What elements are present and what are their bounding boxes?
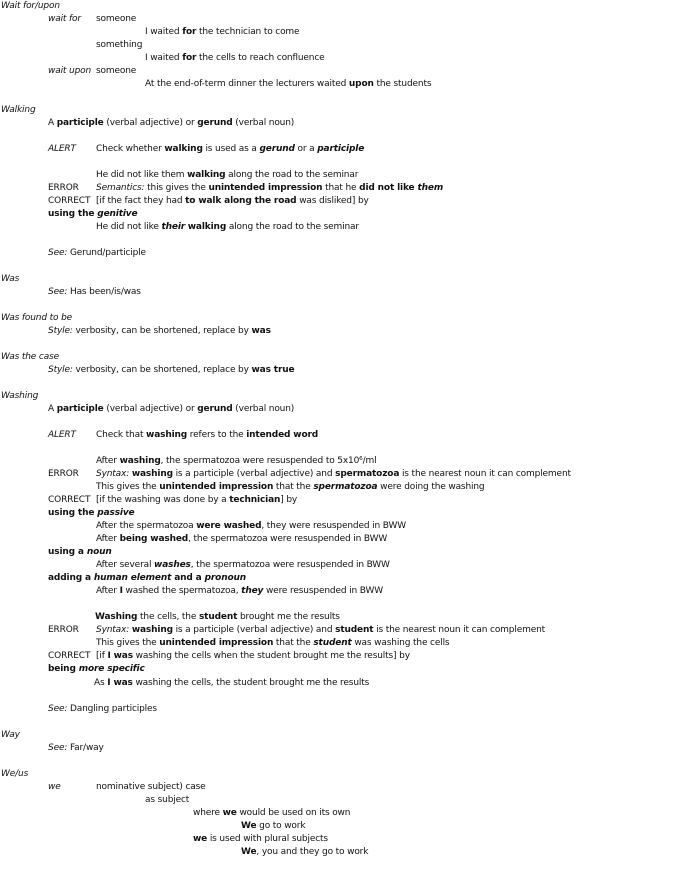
entry-title-way: Way <box>1 730 20 740</box>
example-sentence: After the spermatozoa were washed, they were resuspended in BWW <box>96 521 406 531</box>
object-label: something <box>96 40 143 50</box>
example-sentence: At the end-of-term dinner the lecturers waited upon the students <box>145 79 432 89</box>
correct-label: CORRECT <box>48 651 91 661</box>
see-also: See: Dangling participles <box>48 704 157 714</box>
fix-method: being more specific <box>48 664 145 674</box>
example-sentence: He did not like them walking along the road to the seminar <box>96 170 359 180</box>
example-sentence: After being washed, the spermatozoa were resuspended in BWW <box>96 534 388 544</box>
see-also: See: Gerund/participle <box>48 248 146 258</box>
fix-method: using a noun <box>48 547 112 557</box>
entry-title-was-the-case: Was the case <box>1 352 59 362</box>
style-note: Style: verbosity, can be shortened, replace by was <box>48 326 271 336</box>
alert-label: ALERT <box>48 430 76 440</box>
alert-text: Check that washing refers to the intended word <box>96 430 319 440</box>
usage-label-wait-upon: wait upon <box>48 66 92 76</box>
fix-method: using the genitive <box>48 209 138 219</box>
entry-title-we-us: We/us <box>1 769 29 779</box>
entry-title-washing: Washing <box>1 391 39 401</box>
example-sentence: Washing the cells, the student brought me the results <box>95 612 340 622</box>
example-sentence: After several washes, the spermatozoa were resuspended in BWW <box>96 560 390 570</box>
correct-text: [if the washing was done by a technician] by <box>96 495 298 505</box>
usage-note: where we would be used on its own <box>193 808 351 818</box>
style-note: Style: verbosity, can be shortened, replace by was true <box>48 365 295 375</box>
example-sentence: After I washed the spermatozoa, they were resuspended in BWW <box>96 586 383 596</box>
error-label: ERROR <box>48 625 79 635</box>
error-text: Syntax: washing is a participle (verbal adjective) and spermatozoa is the nearest noun it can complement <box>96 469 571 479</box>
case-description: nominative subject) case <box>96 782 206 792</box>
example-sentence: As I was washing the cells, the student brought me the results <box>94 678 370 688</box>
example-sentence: After washing, the spermatozoa were resuspended to 5x10⁶/ml <box>96 456 377 466</box>
entry-title-walking: Walking <box>1 105 36 115</box>
example-sentence: I waited for the cells to reach confluence <box>145 53 325 63</box>
entry-title-was-found-to-be: Was found to be <box>1 313 73 323</box>
usage-note: we is used with plural subjects <box>193 834 328 844</box>
entry-title-wait: Wait for/upon <box>1 1 60 11</box>
correct-text: [if I was washing the cells when the student brought me the results] by <box>96 651 410 661</box>
usage-label-wait-for: wait for <box>48 14 81 24</box>
usage-label-we: we <box>48 782 61 792</box>
definition: A participle (verbal adjective) or gerund (verbal noun) <box>48 118 295 128</box>
case-usage: as subject <box>145 795 190 805</box>
object-label: someone <box>96 14 137 24</box>
example-sentence: He did not like their walking along the road to the seminar <box>96 222 359 232</box>
alert-label: ALERT <box>48 144 76 154</box>
fix-method: using the passive <box>48 508 135 518</box>
definition: A participle (verbal adjective) or gerund (verbal noun) <box>48 404 295 414</box>
example-sentence: We, you and they go to work <box>241 847 369 857</box>
error-text: Syntax: washing is a participle (verbal adjective) and student is the nearest noun it can complement <box>96 625 546 635</box>
correct-label: CORRECT <box>48 495 91 505</box>
alert-text: Check whether walking is used as a gerund or a participle <box>96 144 365 154</box>
see-also: See: Far/way <box>48 743 104 753</box>
see-also: See: Has been/is/was <box>48 287 141 297</box>
object-label: someone <box>96 66 137 76</box>
entry-title-was: Was <box>1 274 20 284</box>
error-explanation: This gives the unintended impression that the spermatozoa were doing the washing <box>96 482 485 492</box>
example-sentence: I waited for the technician to come <box>145 27 300 37</box>
correct-text: [if the fact they had to walk along the road was disliked] by <box>96 196 369 206</box>
error-label: ERROR <box>48 469 79 479</box>
fix-method: adding a human element and a pronoun <box>48 573 247 583</box>
error-text: Semantics: this gives the unintended impression that he did not like them <box>96 183 444 193</box>
correct-label: CORRECT <box>48 196 91 206</box>
example-sentence: We go to work <box>241 821 306 831</box>
error-explanation: This gives the unintended impression that the student was washing the cells <box>96 638 450 648</box>
error-label: ERROR <box>48 183 79 193</box>
